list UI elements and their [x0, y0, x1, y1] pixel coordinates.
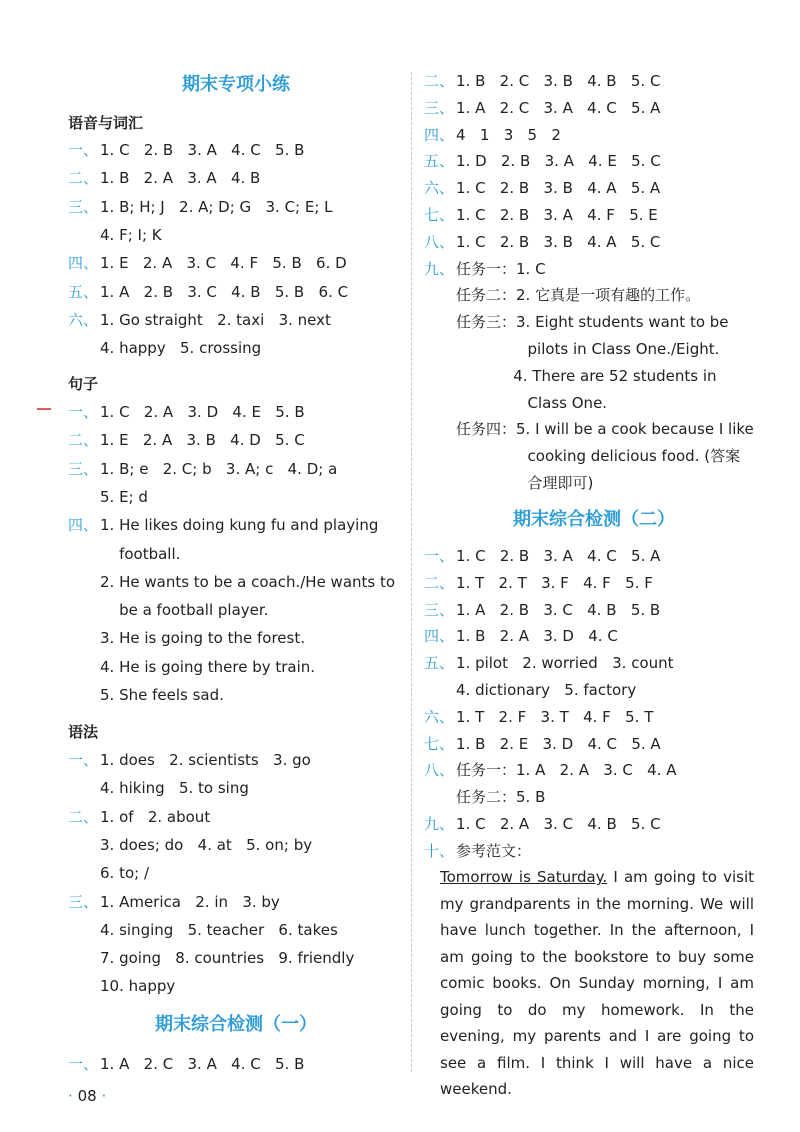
answer-line	[424, 786, 545, 808]
answer-text: 任务三：3. Eight students want to be	[456, 313, 729, 332]
answer-text: 1. A 2. C 3. A 4. C 5. B	[100, 1055, 305, 1073]
answer-text: 任务一：1. C	[456, 259, 546, 278]
question-number: 三、	[68, 459, 99, 478]
answer-line	[424, 284, 700, 306]
answer-text: 1. T 2. F 3. T 4. F 5. T	[456, 707, 654, 726]
section-title-test1: 期末综合检测（一）	[155, 1014, 317, 1035]
answer-line	[424, 177, 660, 199]
answer-line	[424, 97, 660, 119]
answer-text: 1. A 2. B 3. C 4. B 5. B	[456, 600, 661, 619]
model-essay	[440, 864, 754, 1103]
question-number: 五、	[424, 654, 455, 673]
answer-line	[424, 706, 653, 728]
question-number: 三、	[68, 892, 99, 911]
answer-line	[424, 231, 660, 253]
answer-line	[68, 749, 311, 771]
question-number: 九、	[424, 259, 455, 278]
answer-text: 1. America 2. in 3. by	[100, 892, 280, 911]
question-number: 二、	[68, 807, 99, 826]
answer-line	[68, 167, 260, 189]
answer-text: 任务四：5. I will be a cook because I like	[456, 420, 754, 439]
answer-text: 3. He is going to the forest.	[100, 629, 305, 648]
answer-text: 1. E 2. A 3. C 4. F 5. B 6. D	[100, 254, 347, 273]
answer-text: 任务一：1. A 2. A 3. C 4. A	[456, 761, 677, 780]
answer-line	[424, 311, 729, 333]
answer-line	[424, 70, 660, 92]
answer-text: 4. happy 5. crossing	[100, 339, 262, 358]
answer-text: 1. C 2. B 3. A 4. C 5. B	[100, 141, 305, 159]
answer-line	[68, 571, 395, 593]
answer-line	[68, 891, 280, 913]
question-number: 八、	[424, 761, 455, 780]
answer-line	[424, 258, 546, 280]
question-number: 七、	[424, 734, 455, 753]
answer-text: football.	[100, 544, 181, 563]
answer-line	[424, 150, 661, 172]
answer-text: pilots in Class One./Eight.	[456, 340, 720, 358]
answer-text: 参考范文：	[456, 841, 532, 860]
question-number: 五、	[68, 282, 99, 301]
answer-text: 合理即可)	[456, 474, 594, 492]
answer-text: 1. B; H; J 2. A; D; G 3. C; E; L	[100, 197, 333, 216]
question-number: 三、	[68, 197, 99, 216]
question-number: 一、	[68, 1055, 99, 1073]
question-number: 二、	[68, 431, 99, 450]
subheading-phonics-vocab: 语音与词汇	[68, 114, 144, 132]
answer-line	[424, 338, 719, 360]
answer-line	[68, 834, 312, 856]
page-number	[68, 1087, 106, 1105]
answer-line	[68, 975, 175, 997]
answer-text: 1. Go straight 2. taxi 3. next	[100, 310, 331, 329]
question-number: 一、	[68, 751, 99, 769]
answer-text: 4. There are 52 students in	[456, 366, 717, 385]
page-dot-right: ·	[101, 1087, 107, 1105]
answer-line	[424, 472, 593, 494]
answer-line	[424, 392, 607, 414]
subheading-grammar: 语法	[68, 723, 99, 741]
answer-text: Class One.	[456, 393, 608, 412]
answer-line	[68, 919, 338, 941]
answer-line	[424, 759, 677, 781]
section-title-test2: 期末综合检测（二）	[513, 509, 675, 530]
answer-line	[68, 806, 210, 828]
answer-line	[424, 124, 561, 146]
answer-text: 1. T 2. T 3. F 4. F 5. F	[456, 573, 653, 592]
answer-line	[68, 196, 333, 218]
answer-line	[68, 458, 337, 480]
answer-line	[424, 733, 661, 755]
question-number: 一、	[424, 547, 455, 565]
page-dot-left: ·	[68, 1087, 73, 1105]
section-title-practice: 期末专项小练	[182, 74, 290, 95]
answer-text: 4. singing 5. teacher 6. takes	[100, 920, 338, 939]
answer-text: 4. F; I; K	[100, 225, 162, 244]
question-number: 五、	[424, 152, 455, 171]
answer-line	[68, 224, 162, 246]
answer-line	[424, 204, 658, 226]
question-number: 一、	[68, 403, 99, 421]
question-number: 九、	[424, 815, 455, 833]
answer-text: 5. She feels sad.	[100, 686, 224, 704]
answer-line	[68, 252, 347, 274]
answer-text: 4. He is going there by train.	[100, 657, 316, 676]
question-number: 六、	[424, 707, 455, 726]
answer-line	[68, 1053, 304, 1075]
answer-text: 1. C 2. B 3. A 4. F 5. E	[456, 206, 658, 224]
answer-line	[68, 401, 305, 423]
question-number: 四、	[68, 516, 99, 535]
answer-line	[424, 418, 754, 440]
question-number: 七、	[424, 206, 455, 224]
answer-text: be a football player.	[100, 601, 269, 620]
question-number: 二、	[424, 72, 455, 90]
answer-line	[424, 652, 674, 674]
answer-text: 7. going 8. countries 9. friendly	[100, 949, 355, 968]
answer-text: 1. of 2. about	[100, 807, 211, 826]
answer-text: 1. B; e 2. C; b 3. A; c 4. D; a	[100, 459, 338, 478]
answer-text: 1. C 2. B 3. B 4. A 5. A	[456, 179, 661, 198]
answer-line	[424, 445, 740, 467]
essay-body: I am going to visit my grandparents in the morning. We will have lunch together. In the afternoon, I am going to the bookstore to buy some comic books. On Sunday morning, I am going to do my homework. In the evening, my parents and I are going to see a film. I think I will have a nice weekend.	[440, 868, 754, 1098]
answer-line	[68, 429, 305, 451]
answer-line	[68, 514, 378, 536]
answer-text: 任务二：2. 它真是一项有趣的工作。	[456, 286, 701, 305]
answer-line	[424, 840, 531, 862]
answer-line	[424, 599, 660, 621]
answer-text: 1. D 2. B 3. A 4. E 5. C	[456, 152, 661, 171]
question-number: 二、	[68, 169, 99, 188]
page-number-text: 08	[77, 1087, 97, 1105]
answer-line	[68, 656, 315, 678]
answer-line	[424, 572, 653, 594]
answer-line	[68, 139, 304, 161]
answer-text: 1. A 2. C 3. A 4. C 5. A	[456, 98, 661, 117]
answer-text: 1. B 2. A 3. D 4. C	[456, 627, 618, 646]
answer-text: 4. hiking 5. to sing	[100, 779, 249, 798]
red-pen-mark	[37, 408, 51, 410]
answer-text: 1. C 2. A 3. D 4. E 5. B	[100, 403, 305, 421]
question-number: 四、	[68, 254, 99, 273]
answer-line	[68, 627, 305, 649]
answer-text: 4. dictionary 5. factory	[456, 681, 637, 699]
answer-line	[424, 813, 661, 835]
answer-text: 1. C 2. B 3. A 4. C 5. A	[456, 547, 661, 565]
answer-text: 10. happy	[100, 977, 176, 996]
answer-line	[68, 599, 268, 621]
answer-text: 1. C 2. B 3. B 4. A 5. C	[456, 232, 661, 251]
answer-line	[68, 862, 149, 884]
answer-line	[68, 309, 331, 331]
answer-text: 1. B 2. C 3. B 4. B 5. C	[456, 72, 661, 90]
answer-text: 6. to; /	[100, 864, 150, 883]
question-number: 三、	[424, 98, 455, 117]
essay-first-sentence: Tomorrow is Saturday.	[440, 868, 608, 886]
answer-line	[68, 947, 354, 969]
question-number: 三、	[424, 600, 455, 619]
question-number: 六、	[68, 310, 99, 329]
answer-text: 1. E 2. A 3. B 4. D 5. C	[100, 431, 305, 450]
answer-line	[68, 684, 224, 706]
question-number: 八、	[424, 232, 455, 251]
answer-text: 5. E; d	[100, 487, 148, 506]
answer-text: 4 1 3 5 2	[456, 125, 561, 144]
answer-text: 1. B 2. E 3. D 4. C 5. A	[456, 734, 661, 753]
answer-text: 1. does 2. scientists 3. go	[100, 751, 311, 769]
answer-line	[424, 679, 636, 701]
answer-text: 2. He wants to be a coach./He wants to	[100, 572, 396, 591]
subheading-sentences: 句子	[68, 375, 99, 393]
answer-line	[68, 337, 261, 359]
question-number: 一、	[68, 141, 99, 159]
question-number: 十、	[424, 841, 455, 860]
answer-text: 1. C 2. A 3. C 4. B 5. C	[456, 815, 661, 833]
question-number: 四、	[424, 125, 455, 144]
answer-line	[424, 625, 618, 647]
answer-text: 1. B 2. A 3. A 4. B	[100, 169, 261, 188]
answer-line	[68, 281, 348, 303]
answer-text: 1. pilot 2. worried 3. count	[456, 654, 674, 673]
question-number: 四、	[424, 627, 455, 646]
answer-text: 1. A 2. B 3. C 4. B 5. B 6. C	[100, 282, 349, 301]
answer-line	[68, 777, 249, 799]
question-number: 二、	[424, 573, 455, 592]
answer-line	[424, 365, 717, 387]
column-divider	[411, 72, 412, 1072]
question-number: 六、	[424, 179, 455, 198]
answer-line	[68, 486, 148, 508]
answer-text: 1. He likes doing kung fu and playing	[100, 516, 379, 535]
answer-text: 3. does; do 4. at 5. on; by	[100, 835, 313, 854]
answer-line	[424, 545, 660, 567]
answer-text: 任务二：5. B	[456, 788, 546, 807]
answer-text: cooking delicious food. (答案	[456, 447, 741, 466]
answer-line	[68, 543, 180, 565]
